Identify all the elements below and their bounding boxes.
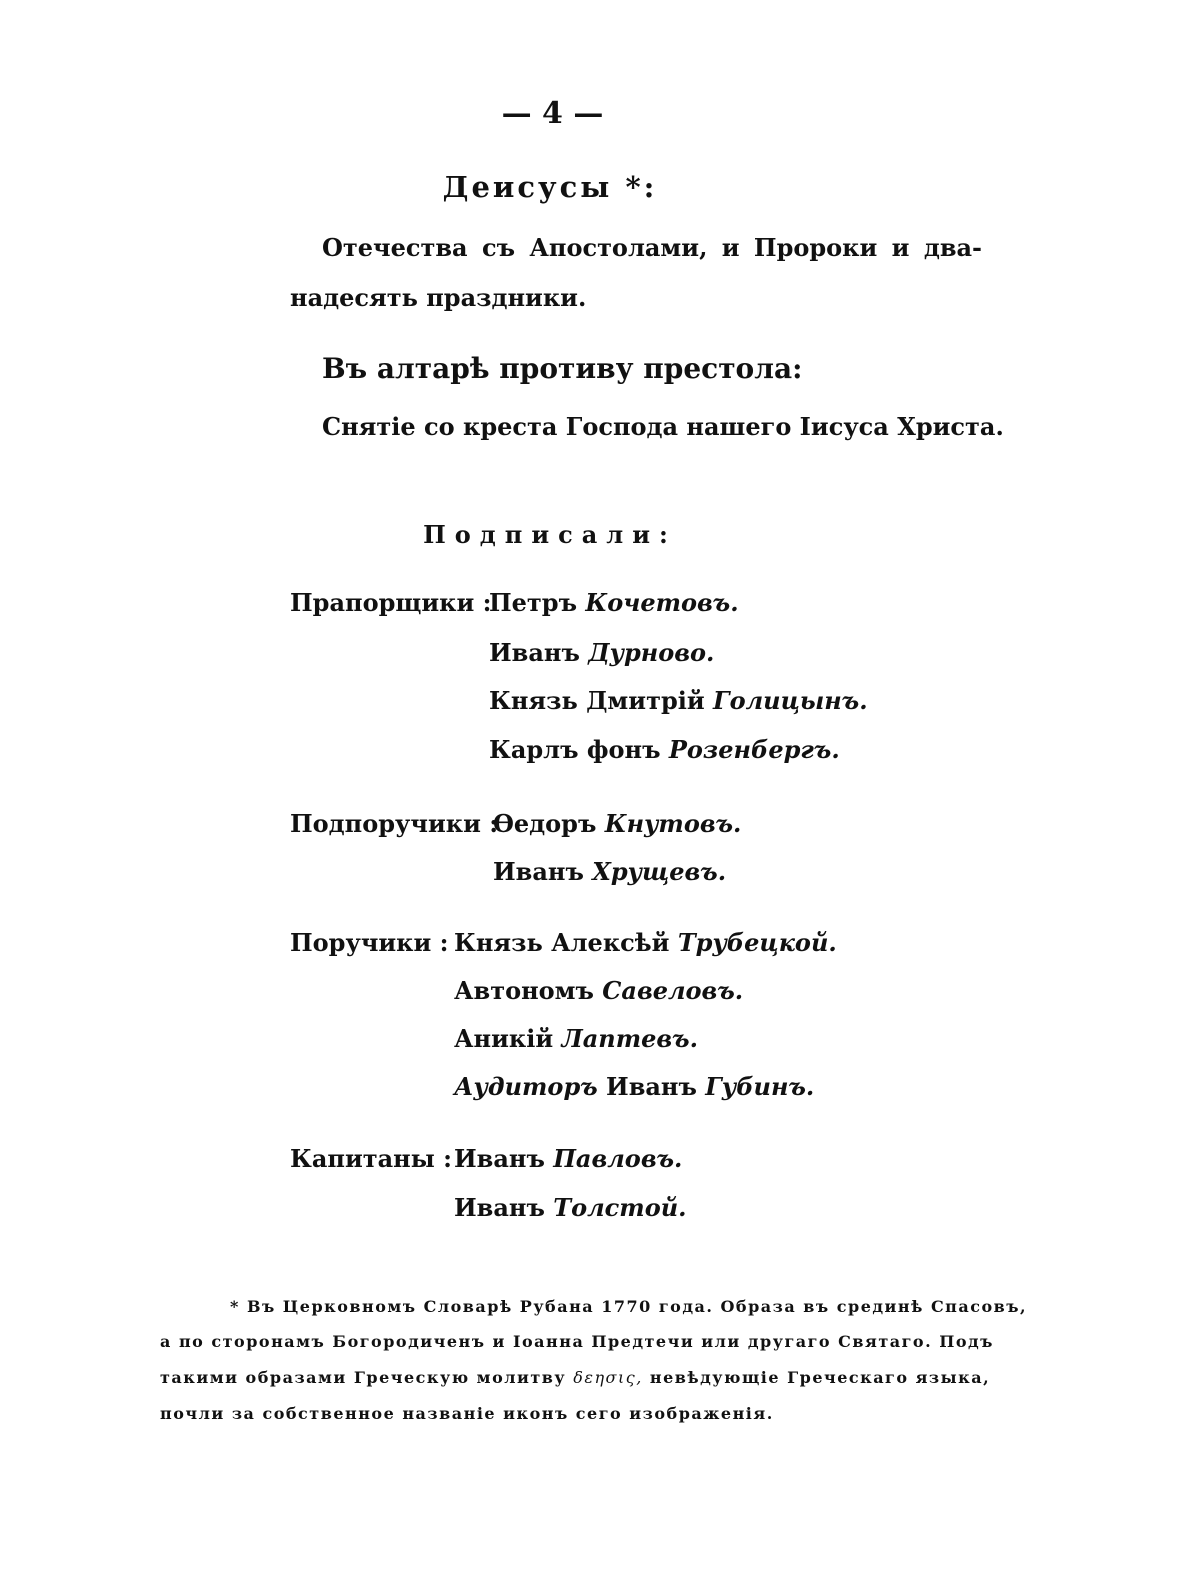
- rank-praporshchiki: Прапорщики :: [290, 588, 492, 617]
- signatory-name: [454, 976, 743, 1005]
- rank-podporuchiki: Подпоручики :: [290, 809, 499, 838]
- footnote-text: такими образами Греческую молитву: [160, 1368, 567, 1387]
- signatory-name: [493, 809, 741, 838]
- footnote-line-2: а по сторонамъ Богородиченъ и Іоанна Предтечи или другаго Святаго. Подъ: [160, 1332, 994, 1351]
- given-name: Петръ: [489, 588, 577, 617]
- surname: Голицынъ.: [713, 686, 868, 715]
- surname: Губинъ.: [705, 1072, 815, 1101]
- given-name: Карлъ фонъ: [489, 735, 661, 764]
- given-name: Князь Дмитрій: [489, 686, 705, 715]
- signatory-name: [454, 928, 837, 957]
- signed-heading: Подписали:: [423, 520, 677, 549]
- surname: Трубецкой.: [677, 928, 837, 957]
- signatory-name: [454, 1072, 814, 1101]
- footnote-line-3: [160, 1368, 990, 1387]
- footnote-line-1: * Въ Церковномъ Словарѣ Рубана 1770 года. Образа въ срединѣ Спасовъ,: [230, 1297, 1028, 1316]
- given-name: Аникій: [454, 1024, 554, 1053]
- signatory-name: [454, 1024, 698, 1053]
- altar-heading: Въ алтарѣ противу престола:: [322, 352, 803, 385]
- surname: Дурново.: [588, 638, 715, 667]
- page-number: — 4 —: [501, 96, 604, 131]
- surname: Розенбергъ.: [668, 735, 840, 764]
- surname: Савеловъ.: [602, 976, 744, 1005]
- given-name: Иванъ: [454, 1144, 545, 1173]
- given-name: Автономъ: [454, 976, 594, 1005]
- surname: Павловъ.: [553, 1144, 683, 1173]
- signatory-name: [454, 1193, 687, 1222]
- paragraph-line-2: надесять праздники.: [290, 283, 587, 312]
- section-heading-deisusy: Деисусы *:: [442, 170, 658, 204]
- signatory-name: [493, 857, 726, 886]
- surname: Кнутовъ.: [604, 809, 742, 838]
- greek-word: δεησις,: [573, 1368, 643, 1387]
- signatory-name: [489, 735, 840, 764]
- given-name: Иванъ: [489, 638, 580, 667]
- rank-kapitany: Капитаны :: [290, 1144, 453, 1173]
- given-name: Иванъ: [606, 1072, 697, 1101]
- given-name: Ѳедоръ: [493, 809, 597, 838]
- rank-poruchiki: Поручики :: [290, 928, 449, 957]
- given-name: Иванъ: [493, 857, 584, 886]
- signatory-name: [454, 1144, 682, 1173]
- given-name: Князь Алексѣй: [454, 928, 670, 957]
- given-name: Иванъ: [454, 1193, 545, 1222]
- footnote-line-4: почли за собственное названіе иконъ сего изображенія.: [160, 1404, 774, 1423]
- surname: Хрущевъ.: [592, 857, 727, 886]
- signatory-name: [489, 638, 714, 667]
- signatory-name: [489, 588, 739, 617]
- surname: Кочетовъ.: [585, 588, 739, 617]
- paragraph-line-1: Отечества съ Апостолами, и Пророки и два-: [322, 233, 982, 262]
- auditor-title: Аудиторъ: [454, 1072, 598, 1101]
- surname: Толстой.: [553, 1193, 687, 1222]
- footnote-text: невѣдующіе Греческаго языка,: [649, 1368, 991, 1387]
- signatory-name: [489, 686, 868, 715]
- altar-text: Снятіе со креста Господа нашего Іисуса Христа.: [322, 412, 1004, 441]
- surname: Лаптевъ.: [561, 1024, 698, 1053]
